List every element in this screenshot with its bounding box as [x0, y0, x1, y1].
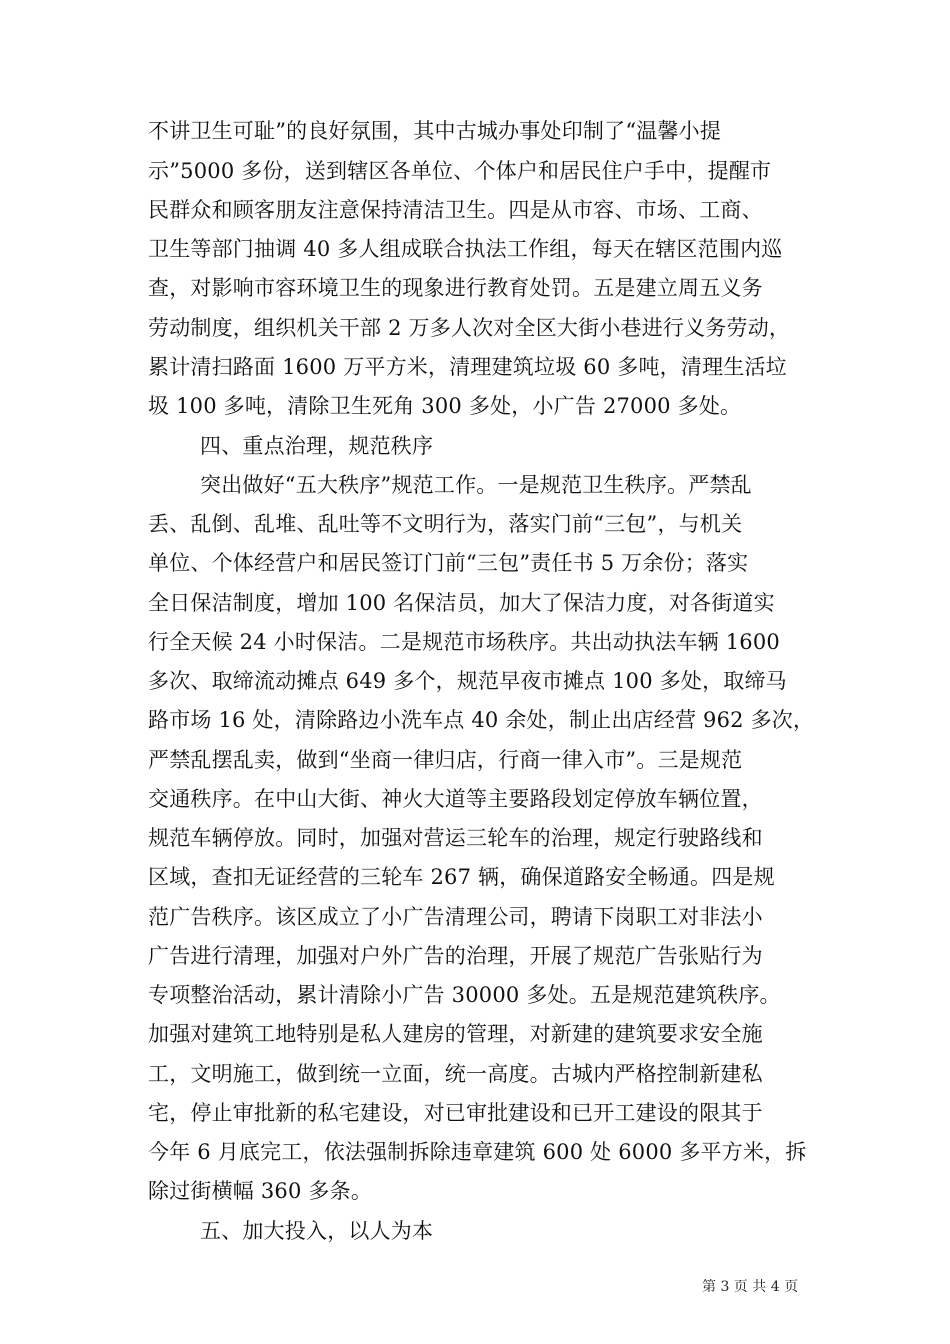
paragraph-line: 加强对建筑工地特别是私人建房的管理，对新建的建筑要求安全施: [148, 1022, 763, 1046]
paragraph-line: 广告进行清理，加强对户外广告的治理，开展了规范广告张贴行为: [148, 944, 763, 968]
page-number-footer: 第 3 页 共 4 页: [702, 1279, 799, 1295]
paragraph-line: 交通秩序。在中山大街、神火大道等主要路段划定停放车辆位置，: [148, 787, 763, 811]
paragraph-line: 工，文明施工，做到统一立面，统一高度。古城内严格控制新建私: [148, 1062, 763, 1086]
paragraph-line: 严禁乱摆乱卖，做到“坐商一律归店，行商一律入市”。三是规范: [148, 748, 743, 772]
paragraph-line: 宅，停止审批新的私宅建设，对已审批建设和已开工建设的限其于: [148, 1101, 763, 1125]
paragraph-line: 示”5000 多份，送到辖区各单位、个体户和居民住户手中，提醒市: [148, 159, 772, 183]
paragraph-line: 今年 6 月底完工，依法强制拆除违章建筑 600 处 6000 多平方米，拆: [148, 1140, 807, 1164]
paragraph-line: 圾 100 多吨，清除卫生死角 300 多处，小广告 27000 多处。: [148, 394, 742, 418]
paragraph-line: 专项整治活动，累计清除小广告 30000 多处。五是规范建筑秩序。: [148, 983, 781, 1007]
paragraph-line: 规范车辆停放。同时，加强对营运三轮车的治理，规定行驶路线和: [148, 826, 763, 850]
paragraph-line: 路市场 16 处，清除路边小洗车点 40 余处，制止出店经营 962 多次，: [148, 708, 815, 732]
paragraph-line: 劳动制度，组织机关干部 2 万多人次对全区大街小巷进行义务劳动，: [148, 316, 791, 340]
paragraph-line: 除过街横幅 360 多条。: [148, 1179, 373, 1203]
paragraph-line: 累计清扫路面 1600 万平方米，清理建筑垃圾 60 多吨，清理生活垃: [148, 355, 787, 379]
paragraph-line: 卫生等部门抽调 40 多人组成联合执法工作组，每天在辖区范围内巡: [148, 237, 783, 261]
paragraph-line: 区域，查扣无证经营的三轮车 267 辆，确保道路安全畅通。四是规: [148, 865, 775, 889]
paragraph-line: 行全天候 24 小时保洁。二是规范市场秩序。共出动执法车辆 1600: [148, 630, 780, 654]
paragraph-line: 全日保洁制度，增加 100 名保洁员，加大了保洁力度，对各街道实: [148, 591, 775, 615]
paragraph-line: 突出做好“五大秩序”规范工作。一是规范卫生秩序。严禁乱: [200, 473, 752, 497]
paragraph-line: 不讲卫生可耻”的良好氛围，其中古城办事处印制了“温馨小提: [148, 119, 722, 143]
paragraph-line: 范广告秩序。该区成立了小广告清理公司，聘请下岗职工对非法小: [148, 905, 763, 929]
paragraph-line: 民群众和顾客朋友注意保持清洁卫生。四是从市容、市场、工商、: [148, 198, 763, 222]
section-heading: 五、加大投入，以人为本: [200, 1219, 434, 1243]
paragraph-line: 查，对影响市容环境卫生的现象进行教育处罚。五是建立周五义务: [148, 276, 763, 300]
paragraph-line: 丢、乱倒、乱堆、乱吐等不文明行为，落实门前“三包”，与机关: [148, 512, 743, 536]
section-heading: 四、重点治理，规范秩序: [200, 434, 434, 458]
paragraph-line: 多次、取缔流动摊点 649 多个，规范早夜市摊点 100 多处，取缔马: [148, 669, 787, 693]
paragraph-line: 单位、个体经营户和居民签订门前“三包”责任书 5 万余份；落实: [148, 551, 749, 575]
